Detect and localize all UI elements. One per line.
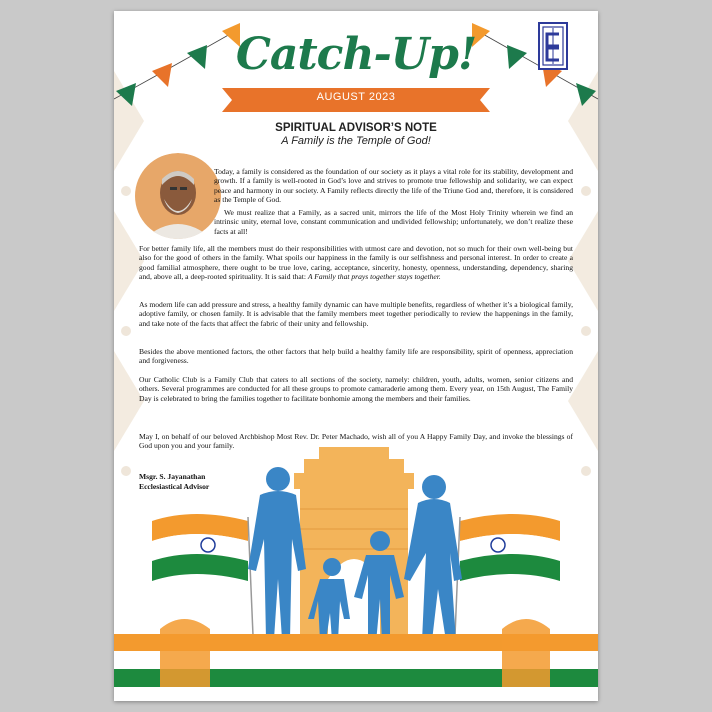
- signature-title: Ecclesiastical Advisor: [139, 481, 210, 491]
- paragraph-4: As modern life can add pressure and stress, a healthy family dynamic can have multiple benefits, regardless of whether it’s a biological family, adoptive family, or chosen family. It is advisable that the family members meet together periodically to review the happenings in the family, and take note of the facts that affect the fabric of their unity and fellowship.: [139, 300, 573, 328]
- article-heading: SPIRITUAL ADVISOR’S NOTE: [275, 122, 437, 134]
- issue-date: AUGUST 2023: [316, 91, 396, 103]
- paragraph-1: Today, a family is considered as the foundation of our society as it plays a vital role for its stability, development and growth. If a family is well-rooted in God’s love and strives to promote true fellowship and solidarity, we can expect peace and harmony in our society. A Family reflects directly the life of the Triune God and, therefore, it is considered as the Temple of God.: [214, 167, 573, 205]
- paragraph-3-quote: A Family that prays together stays together.: [307, 272, 441, 282]
- family-day-illustration: [114, 429, 598, 701]
- article-subheading: A Family is the Temple of God!: [281, 135, 431, 147]
- paragraph-7: May I, on behalf of our beloved Archbishop Most Rev. Dr. Peter Machado, wish all of you A Happy Family Day, and invoke the blessings of God upon you and your family.: [139, 432, 573, 451]
- club-monogram-logo: [538, 22, 568, 70]
- paragraph-3-text: For better family life, all the members must do their responsibilities with utmost care and devotion, not so much for their own well-being but also for the good of others in the family. What spoils our happiness in the family is our selfishness and personal interest. In order to create a good familial atmosphere, there ought to be true love, caring, acceptance, sincerity, honesty, openness, understanding, dependency, sharing and, above all, a deep-rooted spirituality. It is said that:: [139, 244, 573, 282]
- newsletter-page: [114, 11, 598, 701]
- newsletter-title: Catch-Up!: [235, 29, 477, 80]
- paragraph-2: We must realize that a Family, as a sacred unit, mirrors the life of the Most Holy Trinity wherein we find an intrinsic unity, eternal love, constant communication and undivided fellowship; unfortunately, we don’t realize these facts at all!: [214, 208, 573, 236]
- signature-name: Msgr. S. Jayanathan: [139, 472, 206, 481]
- paragraph-3: [139, 244, 573, 282]
- paragraph-6: Our Catholic Club is a Family Club that caters to all sections of the society, namely: children, youth, adults, women, senior citizens and others. Several programmes are conducted for all these groups to promote camaraderie among them. Every year, on 15th August, The Family Day is celebrated to bring the families together to facilitate bonhomie among the members and their families.: [139, 375, 573, 403]
- advisor-portrait: [134, 153, 222, 239]
- paragraph-5: Besides the above mentioned factors, the other factors that help build a healthy family life are responsibility, spirit of openness, appreciation and forgiveness.: [139, 347, 573, 366]
